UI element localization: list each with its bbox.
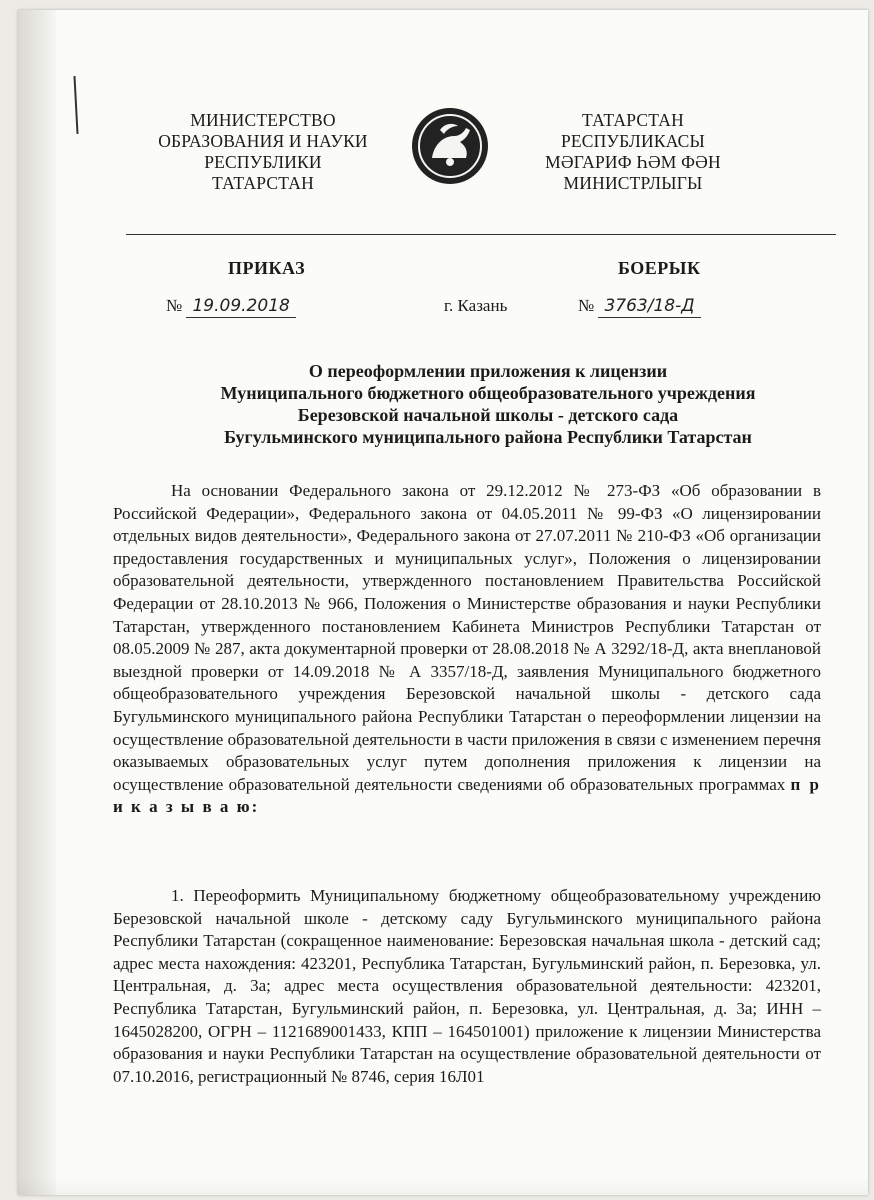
tatarstan-coat-of-arms-icon bbox=[410, 106, 490, 186]
doc-type-tt: БОЕРЫК bbox=[618, 258, 701, 278]
ministry-name-ru: МИНИСТЕРСТВО ОБРАЗОВАНИЯ И НАУКИ РЕСПУБЛИКИ ТАТАРСТАН bbox=[158, 110, 368, 193]
scan-edge bbox=[18, 10, 56, 1195]
order-item-1: 1. Переоформить Муниципальному бюджетному общеобразовательному учреждению Березовской начальной школе - детскому саду Бугульминского муниципального района Республики Татарстан (сокращенное наименование: Березовская начальная школа - детский сад; адрес места нахождения: 423201, Республика Татарстан, Бугульминский район, п. Березовка, ул. Центральная, д. 3а; адрес места осуществления образовательной деятельности: 423201, Республика Татарстан, Бугульминский район, п. Березовка, ул. Центральная, д. 3а; ИНН – 1645028200, ОГРН – 1121689001433, КПП – 164501001) приложение к лицензии Министерства образования и науки Республики Татарстан на осуществление образовательной деятельности от 07.10.2016, регистрационный № 8746, серия 16Л01 bbox=[113, 886, 821, 1086]
order-word: п р и к а з ы в а ю: bbox=[113, 774, 822, 817]
order-title: О переоформлении приложения к лицензии Муниципального бюджетного общеобразовательного учреждения Березовской начальной школы - детского сада Бугульминского муниципального района Республики Татарстан bbox=[220, 361, 756, 447]
doc-type-ru: ПРИКАЗ bbox=[228, 258, 306, 278]
ministry-name-tt: ТАТАРСТАН РЕСПУБЛИКАСЫ МӘГАРИФ ҺӘМ ФӘН МИНИСТРЛЫГЫ bbox=[545, 110, 721, 193]
scan-shadow bbox=[18, 1175, 868, 1195]
order-number-row: № 3763/18-Д bbox=[578, 296, 701, 318]
header-divider bbox=[126, 234, 836, 235]
order-date-row: № 19.09.2018 bbox=[166, 296, 296, 318]
preamble-paragraph: На основании Федерального закона от 29.12.2012 № 273-ФЗ «Об образовании в Российской Федерации», Федерального закона от 04.05.2011 № 99-ФЗ «О лицензировании отдельных видов деятельности», Федерального закона от 27.07.2011 № 210-ФЗ «Об организации предоставления государственных и муниципальных услуг», Положения о лицензировании образовательной деятельности, утвержденного постановлением Правительства Российской Федерации от 28.10.2013 № 966, Положения о Министерстве образования и науки Республики Татарстан, утвержденного постановлением Кабинета Министров Республики Татарстан от 08.05.2009 № 287, акта документарной проверки от 28.08.2018 № А 3292/18-Д, акта внеплановой выездной проверки от 14.09.2018 № А 3357/18-Д, заявления Муниципального бюджетного общеобразовательного учреждения Березовской начальной школы - детского сада Бугульминского муниципального района Республики Татарстан о переоформлении лицензии на осуществление образовательной деятельности в части приложения в связи с изменением перечня оказываемых образовательных услуг путем дополнения приложения к лицензии на осуществление образовательной деятельности сведениями об образовательных программах п р и к а з ы в а ю: bbox=[113, 481, 822, 817]
margin-pen-mark bbox=[73, 76, 78, 134]
handwritten-date: 19.09.2018 bbox=[186, 296, 295, 318]
handwritten-number: 3763/18-Д bbox=[598, 296, 700, 318]
document-page bbox=[18, 10, 868, 1195]
order-city: г. Казань bbox=[444, 296, 508, 315]
